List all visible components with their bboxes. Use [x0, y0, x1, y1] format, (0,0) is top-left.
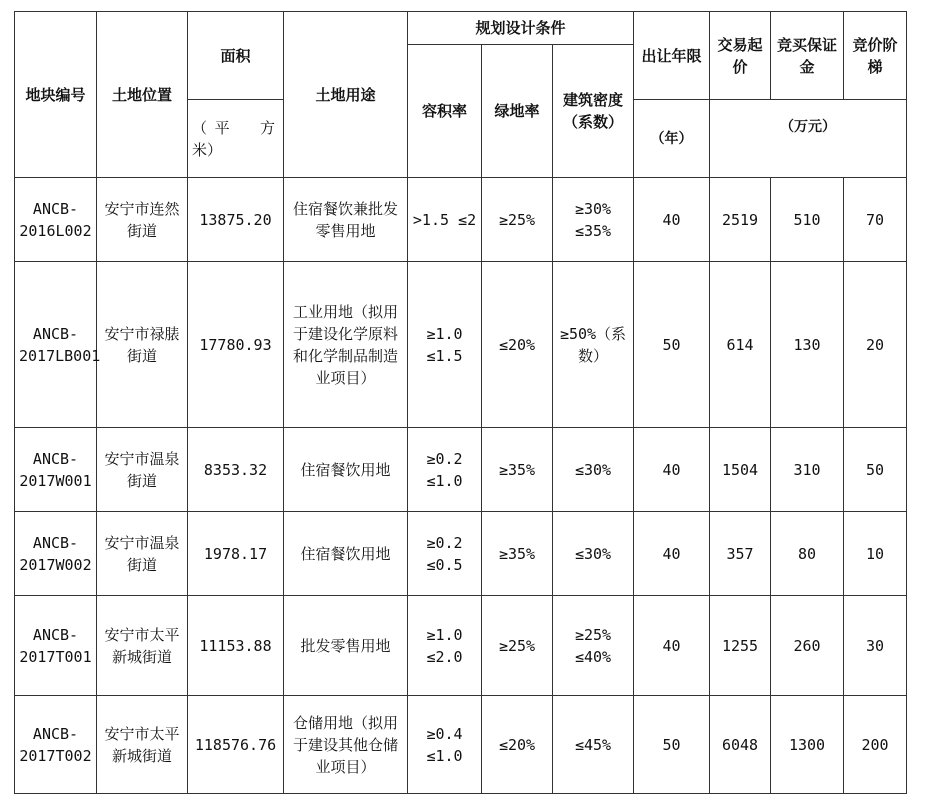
term-cell: 40: [634, 512, 710, 596]
start-price-cell: 614: [710, 262, 771, 428]
term-cell: 50: [634, 696, 710, 794]
green-ratio-cell: ≥35%: [482, 512, 553, 596]
header-land-use: 土地用途: [284, 12, 408, 178]
location-cell: 安宁市温泉街道: [97, 512, 188, 596]
term-cell: 40: [634, 428, 710, 512]
area-cell: 1978.17: [188, 512, 284, 596]
deposit-cell: 310: [771, 428, 844, 512]
header-area-unit: [188, 100, 284, 178]
deposit-cell: 80: [771, 512, 844, 596]
area-unit-line1: （平 方: [192, 118, 275, 137]
term-cell: 40: [634, 596, 710, 696]
density-cell: ≤30%: [553, 512, 634, 596]
plot-id-cell: ANCB-2016L002: [15, 178, 97, 262]
table-row: [15, 696, 907, 794]
density-cell: ≥25% ≤40%: [553, 596, 634, 696]
plot-id-cell: ANCB-2017LB001: [15, 262, 97, 428]
plot-id-cell: ANCB-2017W002: [15, 512, 97, 596]
header-planning: 规划设计条件: [408, 12, 634, 45]
land-use-cell: 住宿餐饮用地: [284, 512, 408, 596]
step-cell: 50: [844, 428, 907, 512]
header-location: 土地位置: [97, 12, 188, 178]
area-cell: 17780.93: [188, 262, 284, 428]
far-cell: ≥0.2 ≤0.5: [408, 512, 482, 596]
green-ratio-cell: ≥25%: [482, 596, 553, 696]
step-cell: 200: [844, 696, 907, 794]
far-cell: ≥1.0 ≤1.5: [408, 262, 482, 428]
step-cell: 70: [844, 178, 907, 262]
density-cell: ≥30% ≤35%: [553, 178, 634, 262]
land-use-cell: 住宿餐饮用地: [284, 428, 408, 512]
plot-id-cell: ANCB-2017T001: [15, 596, 97, 696]
start-price-cell: 1255: [710, 596, 771, 696]
location-cell: 安宁市禄脿街道: [97, 262, 188, 428]
far-cell: >1.5 ≤2: [408, 178, 482, 262]
start-price-cell: 1504: [710, 428, 771, 512]
table-row: [15, 428, 907, 512]
header-step: 竞价阶梯: [844, 12, 907, 100]
header-area: 面积: [188, 12, 284, 100]
area-cell: 11153.88: [188, 596, 284, 696]
land-use-cell: 住宿餐饮兼批发零售用地: [284, 178, 408, 262]
location-cell: 安宁市温泉街道: [97, 428, 188, 512]
land-use-cell: 批发零售用地: [284, 596, 408, 696]
step-cell: 30: [844, 596, 907, 696]
table-row: [15, 512, 907, 596]
header-green-ratio: 绿地率: [482, 45, 553, 178]
area-cell: 13875.20: [188, 178, 284, 262]
far-cell: ≥0.4 ≤1.0: [408, 696, 482, 794]
far-cell: ≥0.2 ≤1.0: [408, 428, 482, 512]
green-ratio-cell: ≤20%: [482, 696, 553, 794]
header-start-price: 交易起价: [710, 12, 771, 100]
term-cell: 40: [634, 178, 710, 262]
term-cell: 50: [634, 262, 710, 428]
step-cell: 10: [844, 512, 907, 596]
table-row: [15, 596, 907, 696]
start-price-cell: 2519: [710, 178, 771, 262]
density-cell: ≤30%: [553, 428, 634, 512]
header-term-unit: （年）: [634, 100, 710, 178]
deposit-cell: 1300: [771, 696, 844, 794]
step-cell: 20: [844, 262, 907, 428]
header-term: 出让年限: [634, 12, 710, 100]
density-cell: ≥50%（系数）: [553, 262, 634, 428]
start-price-cell: 357: [710, 512, 771, 596]
density-cell: ≤45%: [553, 696, 634, 794]
land-use-cell: 工业用地（拟用于建设化学原料和化学制品制造业项目）: [284, 262, 408, 428]
start-price-cell: 6048: [710, 696, 771, 794]
header-money-unit: （万元）: [710, 100, 907, 178]
location-cell: 安宁市连然街道: [97, 178, 188, 262]
table-row: [15, 178, 907, 262]
green-ratio-cell: ≥35%: [482, 428, 553, 512]
area-cell: 118576.76: [188, 696, 284, 794]
green-ratio-cell: ≤20%: [482, 262, 553, 428]
header-density: 建筑密度（系数）: [553, 45, 634, 178]
table-row: [15, 262, 907, 428]
location-cell: 安宁市太平新城街道: [97, 596, 188, 696]
deposit-cell: 130: [771, 262, 844, 428]
header-deposit: 竞买保证金: [771, 12, 844, 100]
area-unit-line2: 米）: [192, 140, 223, 159]
plot-id-cell: ANCB-2017T002: [15, 696, 97, 794]
header-plot-id: 地块编号: [15, 12, 97, 178]
land-use-cell: 仓储用地（拟用于建设其他仓储业项目）: [284, 696, 408, 794]
area-cell: 8353.32: [188, 428, 284, 512]
deposit-cell: 510: [771, 178, 844, 262]
deposit-cell: 260: [771, 596, 844, 696]
land-auction-table: [14, 11, 907, 794]
plot-id-cell: ANCB-2017W001: [15, 428, 97, 512]
header-far: 容积率: [408, 45, 482, 178]
location-cell: 安宁市太平新城街道: [97, 696, 188, 794]
green-ratio-cell: ≥25%: [482, 178, 553, 262]
far-cell: ≥1.0 ≤2.0: [408, 596, 482, 696]
